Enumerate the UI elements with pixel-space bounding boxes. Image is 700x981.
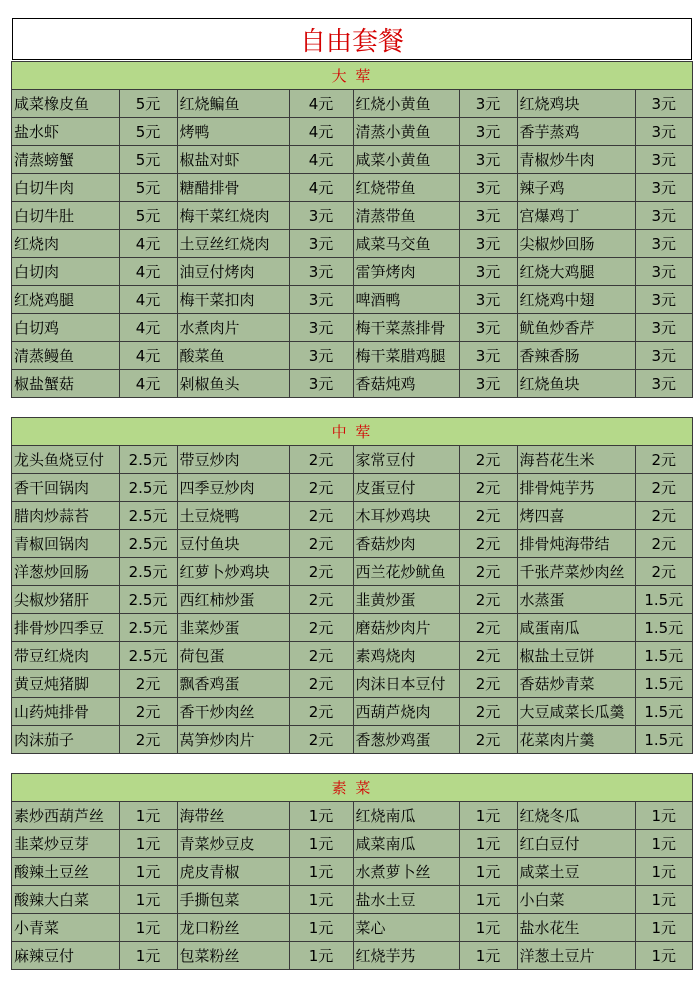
menu-row	[12, 286, 692, 314]
dish-name: 尖椒炒猪肝	[12, 586, 119, 614]
section-header: 中 荤	[12, 418, 692, 446]
dish-price: 2元	[289, 474, 353, 502]
dish-price: 2元	[289, 558, 353, 586]
dish-price: 2元	[459, 446, 517, 474]
dish-name: 皮蛋豆付	[353, 474, 459, 502]
dish-name: 辣子鸡	[517, 174, 635, 202]
dish-price: 2元	[459, 670, 517, 698]
dish-price: 2元	[635, 474, 692, 502]
dish-price: 3元	[289, 230, 353, 258]
dish-name: 清蒸螃蟹	[12, 146, 119, 174]
dish-price: 3元	[459, 370, 517, 398]
dish-name: 青椒炒牛肉	[517, 146, 635, 174]
menu-row	[12, 90, 692, 118]
dish-price: 2.5元	[119, 446, 177, 474]
dish-name: 排骨炖海带结	[517, 530, 635, 558]
dish-name: 椒盐土豆饼	[517, 642, 635, 670]
dish-price: 3元	[289, 370, 353, 398]
menu-row	[12, 342, 692, 370]
dish-price: 3元	[459, 286, 517, 314]
dish-name: 香辣香肠	[517, 342, 635, 370]
dish-price: 2元	[119, 726, 177, 754]
menu-row	[12, 586, 692, 614]
dish-name: 山药炖排骨	[12, 698, 119, 726]
dish-name: 梅干菜扣肉	[177, 286, 289, 314]
menu-row	[12, 858, 692, 886]
section-da-hun	[11, 61, 693, 398]
dish-price: 1元	[459, 942, 517, 970]
dish-price: 3元	[289, 314, 353, 342]
dish-price: 4元	[119, 230, 177, 258]
dish-price: 3元	[635, 258, 692, 286]
dish-name: 包菜粉丝	[177, 942, 289, 970]
dish-name: 木耳炒鸡块	[353, 502, 459, 530]
dish-name: 啤酒鸭	[353, 286, 459, 314]
dish-name: 香菇炒青菜	[517, 670, 635, 698]
dish-name: 龙口粉丝	[177, 914, 289, 942]
dish-price: 2元	[459, 726, 517, 754]
dish-name: 白切牛肉	[12, 174, 119, 202]
dish-price: 3元	[635, 90, 692, 118]
dish-name: 香葱炒鸡蛋	[353, 726, 459, 754]
dish-price: 3元	[289, 202, 353, 230]
dish-name: 盐水土豆	[353, 886, 459, 914]
dish-name: 鱿鱼炒香芹	[517, 314, 635, 342]
dish-name: 酸辣土豆丝	[12, 858, 119, 886]
dish-name: 红白豆付	[517, 830, 635, 858]
dish-name: 红烧冬瓜	[517, 802, 635, 830]
dish-price: 2.5元	[119, 558, 177, 586]
menu-row	[12, 502, 692, 530]
dish-name: 莴笋炒肉片	[177, 726, 289, 754]
dish-name: 大豆咸菜长瓜羹	[517, 698, 635, 726]
dish-name: 清蒸带鱼	[353, 202, 459, 230]
dish-price: 3元	[635, 118, 692, 146]
dish-price: 1.5元	[635, 586, 692, 614]
dish-price: 5元	[119, 202, 177, 230]
dish-name: 素炒西葫芦丝	[12, 802, 119, 830]
dish-price: 1元	[289, 914, 353, 942]
dish-name: 带豆红烧肉	[12, 642, 119, 670]
dish-price: 2.5元	[119, 586, 177, 614]
dish-name: 麻辣豆付	[12, 942, 119, 970]
menu-row	[12, 258, 692, 286]
dish-price: 3元	[459, 314, 517, 342]
dish-name: 油豆付烤肉	[177, 258, 289, 286]
dish-name: 盐水虾	[12, 118, 119, 146]
menu-row	[12, 670, 692, 698]
dish-name: 虎皮青椒	[177, 858, 289, 886]
dish-name: 红烧小黄鱼	[353, 90, 459, 118]
dish-name: 海苔花生米	[517, 446, 635, 474]
dish-price: 5元	[119, 118, 177, 146]
menu-row	[12, 146, 692, 174]
dish-name: 咸菜南瓜	[353, 830, 459, 858]
menu-row	[12, 446, 692, 474]
dish-price: 2元	[289, 670, 353, 698]
dish-name: 韭菜炒蛋	[177, 614, 289, 642]
dish-price: 2元	[119, 670, 177, 698]
dish-price: 1元	[289, 942, 353, 970]
dish-name: 红烧南瓜	[353, 802, 459, 830]
dish-price: 1元	[459, 914, 517, 942]
dish-price: 2元	[289, 502, 353, 530]
dish-price: 2元	[289, 726, 353, 754]
dish-price: 1元	[459, 886, 517, 914]
dish-name: 红烧肉	[12, 230, 119, 258]
dish-name: 白切鸡	[12, 314, 119, 342]
dish-price: 2元	[119, 698, 177, 726]
dish-name: 四季豆炒肉	[177, 474, 289, 502]
dish-name: 香干炒肉丝	[177, 698, 289, 726]
dish-name: 肉沫日本豆付	[353, 670, 459, 698]
dish-price: 2.5元	[119, 474, 177, 502]
dish-name: 雷笋烤肉	[353, 258, 459, 286]
dish-name: 剁椒鱼头	[177, 370, 289, 398]
dish-price: 3元	[459, 174, 517, 202]
dish-price: 2元	[459, 642, 517, 670]
dish-price: 3元	[459, 146, 517, 174]
dish-price: 1元	[635, 942, 692, 970]
menu-row	[12, 370, 692, 398]
menu-row	[12, 230, 692, 258]
dish-price: 2元	[635, 558, 692, 586]
dish-name: 烤鸭	[177, 118, 289, 146]
dish-name: 糖醋排骨	[177, 174, 289, 202]
dish-name: 韭菜炒豆芽	[12, 830, 119, 858]
dish-price: 1元	[459, 858, 517, 886]
dish-name: 红烧芋艿	[353, 942, 459, 970]
dish-price: 1元	[119, 942, 177, 970]
dish-name: 红烧鱼块	[517, 370, 635, 398]
menu-row	[12, 886, 692, 914]
dish-price: 2.5元	[119, 614, 177, 642]
dish-name: 土豆烧鸭	[177, 502, 289, 530]
dish-price: 3元	[289, 258, 353, 286]
dish-name: 排骨炒四季豆	[12, 614, 119, 642]
dish-name: 红烧带鱼	[353, 174, 459, 202]
dish-name: 手撕包菜	[177, 886, 289, 914]
dish-price: 3元	[459, 90, 517, 118]
dish-price: 1元	[119, 830, 177, 858]
dish-price: 4元	[119, 314, 177, 342]
dish-price: 2元	[289, 698, 353, 726]
dish-price: 3元	[635, 314, 692, 342]
section-zhong-hun	[11, 417, 693, 754]
dish-name: 肉沫茄子	[12, 726, 119, 754]
dish-price: 3元	[635, 202, 692, 230]
dish-price: 2元	[635, 446, 692, 474]
dish-price: 3元	[459, 342, 517, 370]
dish-price: 1元	[459, 830, 517, 858]
menu-row	[12, 914, 692, 942]
dish-name: 红烧鸡中翅	[517, 286, 635, 314]
menu-row	[12, 830, 692, 858]
dish-name: 红烧鸡腿	[12, 286, 119, 314]
dish-price: 3元	[459, 258, 517, 286]
menu-row	[12, 530, 692, 558]
dish-name: 洋葱土豆片	[517, 942, 635, 970]
dish-price: 1.5元	[635, 726, 692, 754]
menu-row	[12, 726, 692, 754]
dish-price: 3元	[635, 370, 692, 398]
dish-price: 2元	[459, 586, 517, 614]
dish-price: 2元	[635, 502, 692, 530]
dish-price: 2元	[289, 446, 353, 474]
dish-name: 梅干菜红烧肉	[177, 202, 289, 230]
dish-price: 1元	[635, 886, 692, 914]
dish-name: 盐水花生	[517, 914, 635, 942]
menu-row	[12, 642, 692, 670]
dish-name: 青椒回锅肉	[12, 530, 119, 558]
dish-name: 海带丝	[177, 802, 289, 830]
dish-name: 排骨炖芋艿	[517, 474, 635, 502]
dish-name: 红烧大鸡腿	[517, 258, 635, 286]
dish-name: 红萝卜炒鸡块	[177, 558, 289, 586]
dish-price: 1元	[289, 858, 353, 886]
menu-row	[12, 474, 692, 502]
dish-price: 2元	[459, 558, 517, 586]
dish-price: 2元	[459, 474, 517, 502]
dish-name: 飘香鸡蛋	[177, 670, 289, 698]
dish-name: 带豆炒肉	[177, 446, 289, 474]
dish-price: 4元	[289, 146, 353, 174]
dish-price: 3元	[635, 174, 692, 202]
dish-price: 2.5元	[119, 530, 177, 558]
dish-price: 4元	[289, 118, 353, 146]
dish-price: 4元	[119, 258, 177, 286]
dish-name: 西红柿炒蛋	[177, 586, 289, 614]
dish-name: 红烧鸡块	[517, 90, 635, 118]
dish-name: 咸蛋南瓜	[517, 614, 635, 642]
dish-price: 1元	[119, 858, 177, 886]
dish-name: 荷包蛋	[177, 642, 289, 670]
dish-price: 1元	[635, 858, 692, 886]
dish-name: 韭黄炒蛋	[353, 586, 459, 614]
dish-name: 红烧鳊鱼	[177, 90, 289, 118]
dish-price: 1.5元	[635, 642, 692, 670]
dish-name: 烤四喜	[517, 502, 635, 530]
menu-row	[12, 802, 692, 830]
dish-price: 1元	[459, 802, 517, 830]
dish-price: 1元	[289, 886, 353, 914]
dish-name: 宫爆鸡丁	[517, 202, 635, 230]
dish-name: 西葫芦烧肉	[353, 698, 459, 726]
dish-price: 1.5元	[635, 698, 692, 726]
dish-price: 2元	[289, 642, 353, 670]
dish-name: 梅干菜腊鸡腿	[353, 342, 459, 370]
dish-name: 素鸡烧肉	[353, 642, 459, 670]
dish-price: 2元	[459, 614, 517, 642]
dish-name: 水煮萝卜丝	[353, 858, 459, 886]
dish-name: 咸菜马交鱼	[353, 230, 459, 258]
menu-row	[12, 118, 692, 146]
dish-name: 白切牛肚	[12, 202, 119, 230]
dish-price: 4元	[289, 90, 353, 118]
dish-name: 尖椒炒回肠	[517, 230, 635, 258]
dish-price: 2元	[459, 530, 517, 558]
dish-price: 1元	[119, 802, 177, 830]
dish-name: 咸菜橡皮鱼	[12, 90, 119, 118]
dish-name: 酸辣大白菜	[12, 886, 119, 914]
dish-price: 2元	[459, 698, 517, 726]
dish-price: 1元	[119, 914, 177, 942]
dish-name: 家常豆付	[353, 446, 459, 474]
dish-price: 1元	[635, 914, 692, 942]
dish-name: 咸菜小黄鱼	[353, 146, 459, 174]
dish-price: 3元	[635, 342, 692, 370]
section-header: 大 荤	[12, 62, 692, 90]
dish-name: 香干回锅肉	[12, 474, 119, 502]
dish-price: 3元	[459, 202, 517, 230]
dish-name: 清蒸小黄鱼	[353, 118, 459, 146]
dish-name: 咸菜土豆	[517, 858, 635, 886]
section-header: 素 菜	[12, 774, 692, 802]
dish-price: 1元	[289, 802, 353, 830]
dish-name: 清蒸鳗鱼	[12, 342, 119, 370]
dish-price: 5元	[119, 146, 177, 174]
dish-price: 3元	[635, 286, 692, 314]
dish-price: 3元	[289, 342, 353, 370]
dish-name: 土豆丝红烧肉	[177, 230, 289, 258]
dish-name: 青菜炒豆皮	[177, 830, 289, 858]
section-su-cai	[11, 773, 693, 970]
dish-name: 豆付鱼块	[177, 530, 289, 558]
dish-price: 3元	[459, 118, 517, 146]
menu-row	[12, 202, 692, 230]
dish-name: 花菜肉片羹	[517, 726, 635, 754]
dish-price: 2.5元	[119, 642, 177, 670]
dish-name: 菜心	[353, 914, 459, 942]
dish-name: 香菇炖鸡	[353, 370, 459, 398]
page-title: 自由套餐	[299, 26, 404, 57]
dish-name: 洋葱炒回肠	[12, 558, 119, 586]
dish-price: 3元	[635, 230, 692, 258]
menu-row	[12, 698, 692, 726]
dish-price: 2元	[289, 586, 353, 614]
dish-name: 水煮肉片	[177, 314, 289, 342]
dish-price: 3元	[459, 230, 517, 258]
dish-name: 磨菇炒肉片	[353, 614, 459, 642]
dish-price: 2元	[289, 614, 353, 642]
dish-price: 1元	[635, 830, 692, 858]
menu-table	[12, 446, 692, 753]
dish-name: 腊肉炒蒜苔	[12, 502, 119, 530]
dish-name: 梅干菜蒸排骨	[353, 314, 459, 342]
dish-price: 2元	[459, 502, 517, 530]
dish-name: 酸菜鱼	[177, 342, 289, 370]
dish-price: 4元	[119, 342, 177, 370]
dish-price: 5元	[119, 174, 177, 202]
dish-name: 椒盐蟹菇	[12, 370, 119, 398]
dish-price: 2元	[289, 530, 353, 558]
dish-price: 5元	[119, 90, 177, 118]
dish-name: 白切肉	[12, 258, 119, 286]
dish-name: 椒盐对虾	[177, 146, 289, 174]
dish-price: 1.5元	[635, 614, 692, 642]
dish-name: 黄豆炖猪脚	[12, 670, 119, 698]
dish-price: 4元	[119, 286, 177, 314]
dish-price: 1元	[119, 886, 177, 914]
dish-name: 龙头鱼烧豆付	[12, 446, 119, 474]
menu-row	[12, 174, 692, 202]
dish-price: 3元	[289, 286, 353, 314]
menu-row	[12, 314, 692, 342]
menu-row	[12, 614, 692, 642]
menu-row	[12, 558, 692, 586]
dish-price: 4元	[289, 174, 353, 202]
dish-price: 2.5元	[119, 502, 177, 530]
dish-price: 2元	[635, 530, 692, 558]
menu-row	[12, 942, 692, 970]
dish-name: 香芋蒸鸡	[517, 118, 635, 146]
dish-name: 香菇炒肉	[353, 530, 459, 558]
title-box	[12, 18, 692, 60]
menu-table	[12, 802, 692, 969]
dish-price: 1元	[289, 830, 353, 858]
dish-price: 3元	[635, 146, 692, 174]
dish-name: 水蒸蛋	[517, 586, 635, 614]
dish-price: 4元	[119, 370, 177, 398]
dish-name: 小青菜	[12, 914, 119, 942]
dish-name: 千张芹菜炒肉丝	[517, 558, 635, 586]
dish-name: 小白菜	[517, 886, 635, 914]
dish-price: 1.5元	[635, 670, 692, 698]
menu-table	[12, 90, 692, 397]
dish-name: 西兰花炒鱿鱼	[353, 558, 459, 586]
dish-price: 1元	[635, 802, 692, 830]
